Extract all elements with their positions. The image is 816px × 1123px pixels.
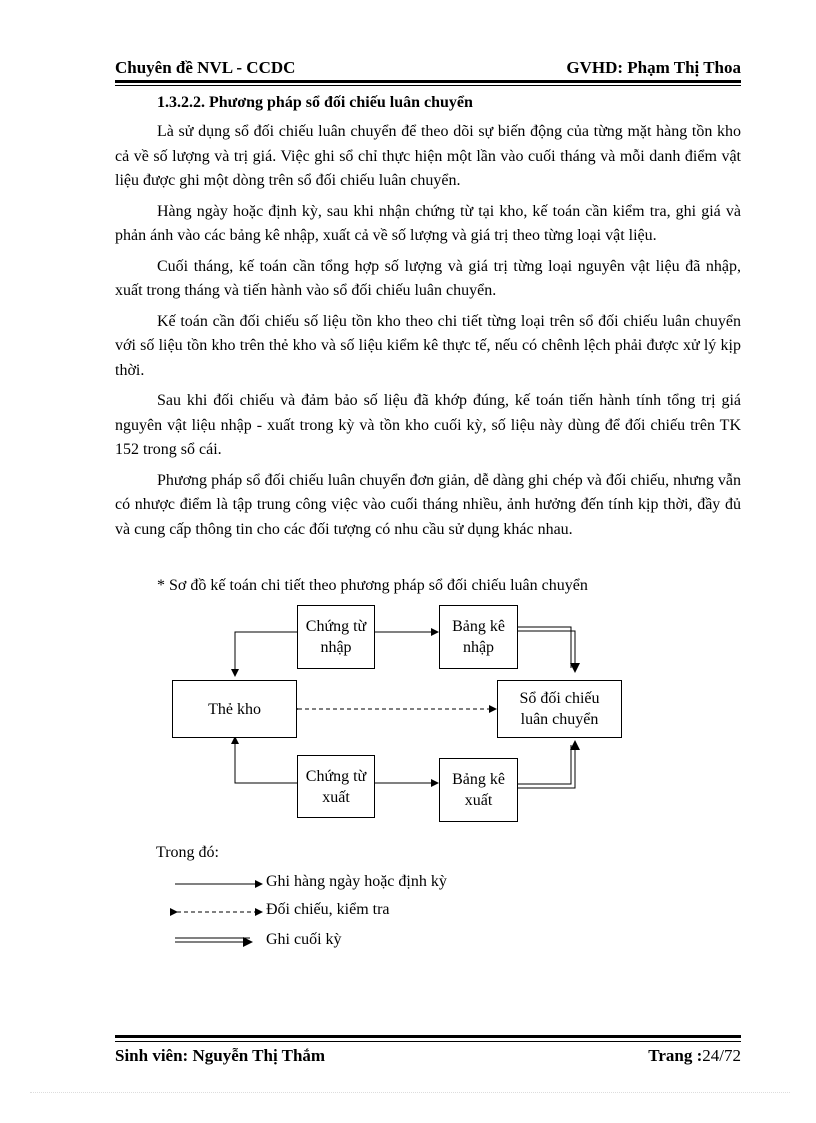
arrow-bkn-to-so-b — [518, 631, 575, 672]
paragraph: Kế toán cần đối chiếu số liệu tồn kho theo chi tiết từng loại trên sổ đối chiếu luân chuyển với số liệu tồn kho trên thẻ kho và số liệu kiểm kê thực tế, nếu có chênh lệch phải được xử lý kịp thời. — [115, 312, 741, 379]
box-so-doi-chieu-luan-chuyen: Sổ đối chiếu luân chuyển — [497, 680, 622, 738]
box-chung-tu-xuat: Chứng từ xuất — [297, 755, 375, 818]
diagram-title: * Sơ đồ kế toán chi tiết theo phương pháp sổ đối chiếu luân chuyển — [157, 577, 588, 594]
paragraph: Sau khi đối chiếu và đảm bảo số liệu đã khớp đúng, kế toán tiến hành tính tổng trị giá nguyên vật liệu nhập - xuất trong kỳ và tồn kho cuối kỳ, số liệu này dùng để đối chiếu trên TK 152 trong sổ cái. — [115, 392, 741, 458]
page-number: 24/72 — [702, 1046, 741, 1065]
paragraph: Hàng ngày hoặc định kỳ, sau khi nhận chứng từ tại kho, kế toán cần kiểm tra, ghi giá và phản ánh vào các bảng kê nhập, xuất cả về số lượng và giá trị theo từng loại vật liệu. — [115, 202, 741, 244]
paragraph: Cuối tháng, kế toán cần tổng hợp số lượng và giá trị từng loại nguyên vật liệu đã nhập, xuất trong tháng và tiến hành vào sổ đối chiếu luân chuyển. — [115, 257, 741, 299]
paragraph: Phương pháp sổ đối chiếu luân chuyển đơn giản, dễ dàng ghi chép và đối chiếu, nhưng vẫn có nhược điểm là tập trung công việc vào cuối tháng nhiều, ảnh hưởng đến tính kịp thời, đầy đủ và cung cấp thông tin cho các đối tượng có nhu cầu sử dụng khác nhau. — [115, 471, 741, 538]
paragraph: Là sử dụng sổ đối chiếu luân chuyển để theo dõi sự biến động của từng mặt hàng tồn kho cả về số lượng và trị giá. Việc ghi sổ chỉ thực hiện một lần vào cuối tháng và mỗi danh điểm vật liệu được ghi một dòng trên sổ đối chiếu luân chuyển. — [115, 123, 741, 189]
legend-item-daily: Ghi hàng ngày hoặc định kỳ — [266, 873, 447, 890]
box-bang-ke-xuat: Bảng kê xuất — [439, 758, 518, 822]
arrow-bkn-to-so-a — [518, 627, 571, 668]
arrow-ctn-to-thekho — [235, 632, 300, 676]
legend-item-period-end: Ghi cuối kỳ — [266, 931, 342, 948]
arrow-ctx-to-thekho — [235, 737, 297, 783]
header-supervisor: GVHD: Phạm Thị Thoa — [566, 58, 741, 77]
arrow-bkx-to-so-b — [518, 741, 575, 788]
legend-item-reconcile: Đối chiếu, kiểm tra — [266, 901, 390, 918]
header-subject: Chuyên đề NVL - CCDC — [115, 58, 296, 77]
page-edge-dotted — [30, 1092, 790, 1093]
footer-rule-thin — [115, 1041, 741, 1042]
footer-page: Trang :24/72 — [648, 1046, 741, 1065]
box-bang-ke-nhap: Bảng kê nhập — [439, 605, 518, 669]
box-chung-tu-nhap: Chứng từ nhập — [297, 605, 375, 669]
footer-rule-thick — [115, 1035, 741, 1038]
box-the-kho: Thẻ kho — [172, 680, 297, 738]
arrow-bkx-to-so-a — [518, 745, 571, 784]
footer-student: Sinh viên: Nguyễn Thị Thắm — [115, 1046, 326, 1065]
section-heading: 1.3.2.2. Phương pháp sổ đối chiếu luân chuyển — [157, 94, 473, 111]
legend-title: Trong đó: — [156, 844, 219, 861]
